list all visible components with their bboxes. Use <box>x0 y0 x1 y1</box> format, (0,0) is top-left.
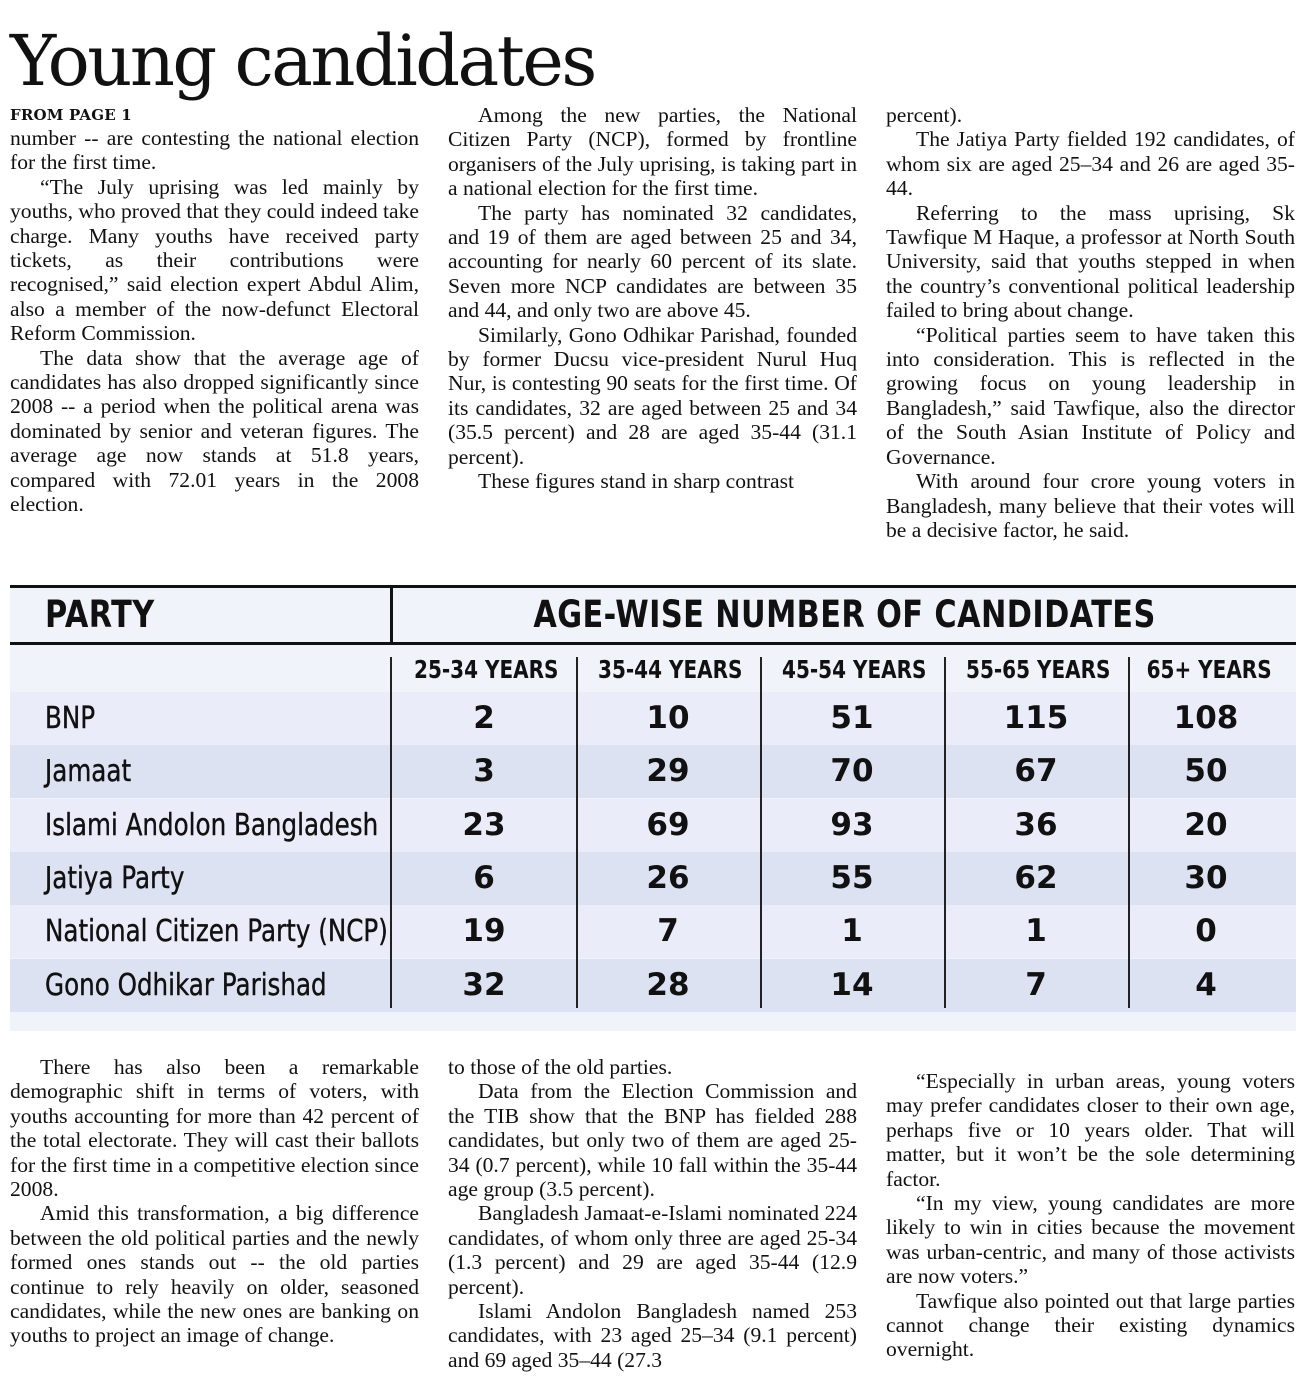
article-column-bottom-1 <box>10 1055 419 1348</box>
candidate-count: 108 <box>1173 700 1239 736</box>
candidate-count: 14 <box>830 966 874 1003</box>
party-name-text: Jatiya Party <box>45 860 185 896</box>
candidate-count: 23 <box>462 806 506 843</box>
party-name-text: Jamaat <box>45 754 132 790</box>
table-top-rule <box>10 585 1296 588</box>
column-header-label: 35-44 YEARS <box>598 655 743 684</box>
candidate-count: 2 <box>473 700 495 736</box>
party-name-text: BNP <box>45 701 96 736</box>
paragraph: The party has nominated 32 candidates, and 19 of them are aged between 25 and 34, accounting for nearly 60 percent of its slate. Seven more NCP candidates are between 35 and 44, and only two are above 45. <box>448 200 857 323</box>
table-title-text: AGE-WISE NUMBER OF CANDIDATES <box>533 593 1156 636</box>
paragraph: Tawfique also pointed out that large parties cannot change their existing dynamics overnight. <box>886 1288 1295 1362</box>
paragraph: Referring to the mass uprising, Sk Tawfique M Haque, a professor at North South University, said that youths stepped in when the country’s conventional political leadership failed to bring about change. <box>886 200 1295 323</box>
candidate-count: 70 <box>830 753 874 790</box>
paragraph: These figures stand in sharp contrast <box>478 469 795 494</box>
candidate-count: 28 <box>646 966 690 1003</box>
paragraph: to those of the old parties. <box>448 1055 673 1079</box>
paragraph: The Jatiya Party fielded 192 candidates, of whom six are aged 25–34 and 26 are aged 35-44. <box>886 127 1295 201</box>
candidate-count: 7 <box>657 913 679 950</box>
table-row <box>10 852 1296 905</box>
paragraph: Islami Andolon Bangladesh named 253 candidates, with 23 aged 25–34 (9.1 percent) and 69 aged 35–44 (27.3 <box>448 1299 857 1372</box>
article-column-top-1 <box>10 104 419 517</box>
candidate-count: 4 <box>1195 966 1217 1003</box>
article-column-top-3 <box>886 103 1295 542</box>
candidate-count: 3 <box>473 753 495 790</box>
table-row <box>10 959 1296 1012</box>
candidate-count: 20 <box>1184 806 1228 843</box>
candidate-count: 1 <box>1025 913 1047 950</box>
article-column-top-2 <box>448 103 857 494</box>
column-header <box>948 652 1124 688</box>
column-divider <box>576 657 578 1008</box>
paragraph: “In my view, young candidates are more likely to win in cities because the movement was urban-centric, and many of those activists are now voters.” <box>886 1191 1295 1289</box>
candidate-count: 19 <box>462 913 506 950</box>
article-column-bottom-2 <box>448 1055 857 1372</box>
column-divider <box>1128 657 1130 1008</box>
column-header <box>1131 652 1281 688</box>
candidate-count: 30 <box>1184 859 1228 896</box>
column-header <box>580 652 756 688</box>
party-name-text: National Citizen Party (NCP) <box>45 914 388 950</box>
candidate-count: 10 <box>646 700 690 736</box>
column-divider <box>760 657 762 1008</box>
party-name-text: Gono Odhikar Parishad <box>45 967 327 1003</box>
paragraph: Among the new parties, the National Citizen Party (NCP), formed by frontline organisers of the July uprising, is taking part in a national election for the first time. <box>448 103 857 201</box>
column-divider <box>944 657 946 1008</box>
candidate-count: 0 <box>1195 913 1217 950</box>
paragraph: “Political parties seem to have taken this into consideration. This is reflected in the growing focus on young leadership in Bangladesh,” said Tawfique, also the director of the South Asian Institute of Policy and Governance. <box>886 322 1295 469</box>
candidate-count: 67 <box>1014 753 1058 790</box>
age-wise-candidates-table <box>10 585 1296 1031</box>
table-row <box>10 799 1296 852</box>
paragraph: “Especially in urban areas, young voters may prefer candidates closer to their own age, perhaps five or 10 years older. That will matter, but it won’t be the sole determining factor. <box>886 1069 1295 1191</box>
candidate-count: 55 <box>830 859 874 896</box>
candidate-count: 69 <box>646 806 690 843</box>
paragraph: “The July uprising was led mainly by youths, who proved that they could indeed take charge. Many youths have received party tickets, as their contributions were recognised,” said election expert Abdul Alim, also a member of the now-defunct Electoral Reform Commission. <box>10 174 419 346</box>
candidate-count: 26 <box>646 859 690 896</box>
paragraph: Similarly, Gono Odhikar Parishad, founded by former Ducsu vice-president Nurul Huq Nur, is contesting 90 seats for the first time. Of its candidates, 32 are aged between 25 and 34 (35.5 percent) and 28 are aged 35-44 (31.1 percent). <box>448 322 857 469</box>
column-header-label: 55-65 YEARS <box>966 655 1111 684</box>
paragraph: number -- are contesting the national election for the first time. <box>10 126 419 175</box>
header-bottom-rule <box>10 642 1296 645</box>
candidate-count: 6 <box>473 859 495 896</box>
candidate-count: 32 <box>462 966 506 1003</box>
article-column-bottom-3 <box>886 1069 1295 1362</box>
candidate-count: 50 <box>1184 753 1228 790</box>
paragraph: Data from the Election Commission and the TIB show that the BNP has fielded 288 candidates, but only two of them are aged 25-34 (0.7 percent), while 10 fall within the 35-44 age group (3.5 percent). <box>448 1079 857 1202</box>
paragraph: Amid this transformation, a big difference between the old political parties and the newly formed ones stands out -- the old parties continue to rely heavily on older, seasoned candidates, while the new ones are banking on youths to project an image of change. <box>10 1201 419 1348</box>
paragraph: The data show that the average age of candidates has also dropped significantly since 2008 -- a period when the political arena was dominated by senior and veteran figures. The average age now stands at 51.8 years, compared with 72.01 years in the 2008 election. <box>10 345 419 517</box>
candidate-count: 115 <box>1003 700 1069 736</box>
table-title <box>393 590 1296 640</box>
table-row <box>10 905 1296 958</box>
column-header-label: 45-54 YEARS <box>782 655 927 684</box>
column-header <box>764 652 940 688</box>
party-column-header: PARTY <box>45 593 155 636</box>
candidate-count: 1 <box>841 913 863 950</box>
candidate-count: 7 <box>1025 966 1047 1003</box>
party-name <box>45 959 388 1012</box>
column-divider <box>390 657 392 1008</box>
table-row <box>10 692 1296 745</box>
paragraph: Bangladesh Jamaat-e-Islami nominated 224 candidates, of whom only three are aged 25-34 (1.3 percent) and 29 are aged 35-44 (12.9 percent). <box>448 1201 857 1299</box>
candidate-count: 36 <box>1014 806 1058 843</box>
column-header-label: 65+ YEARS <box>1146 655 1272 684</box>
candidate-count: 62 <box>1014 859 1058 896</box>
candidate-count: 51 <box>830 700 874 736</box>
candidate-count: 29 <box>646 753 690 790</box>
column-header-label: 25-34 YEARS <box>414 655 559 684</box>
table-row <box>10 745 1296 798</box>
paragraph: With around four crore young voters in Bangladesh, many believe that their votes will be a decisive factor, he said. <box>886 469 1295 542</box>
column-header <box>396 652 572 688</box>
party-name <box>45 905 463 958</box>
party-name <box>45 852 215 905</box>
paragraph: There has also been a remarkable demographic shift in terms of voters, with youths accounting for more than 42 percent of the total electorate. They will cast their ballots for the first time in a competitive election since 2008. <box>10 1055 419 1202</box>
party-name <box>45 745 150 798</box>
continuation-kicker: FROM PAGE 1 <box>10 106 132 124</box>
headline: Young candidates <box>10 20 595 102</box>
party-name <box>45 692 106 745</box>
paragraph: percent). <box>886 103 963 127</box>
candidate-count: 93 <box>830 806 874 843</box>
party-name-text: Islami Andolon Bangladesh <box>45 807 379 843</box>
